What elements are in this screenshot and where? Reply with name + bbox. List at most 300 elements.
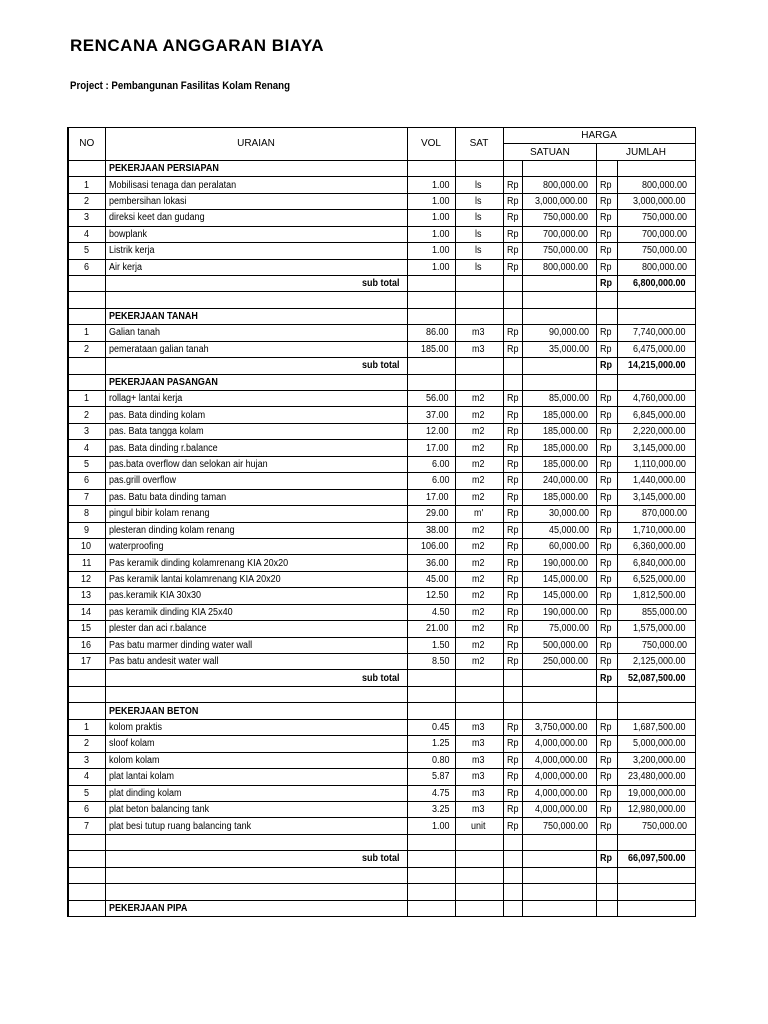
item-sat-text: m3 [472, 771, 485, 783]
item-currency [597, 769, 617, 785]
item-row [68, 210, 695, 226]
item-currency-text: Rp [600, 754, 612, 766]
item-uraian [105, 226, 407, 242]
item-row [68, 259, 695, 275]
item-jumlah [617, 193, 695, 209]
item-sat [455, 769, 503, 785]
item-sat-text: m2 [472, 623, 485, 635]
item-satuan [523, 736, 597, 752]
item-currency [597, 736, 617, 752]
item-currency-text: Rp [506, 656, 519, 668]
item-currency-text: Rp [600, 426, 612, 438]
header-satuan: SATUAN [503, 144, 597, 160]
empty-cell [105, 884, 407, 900]
item-vol [407, 177, 455, 193]
item-satuan [523, 621, 597, 637]
item-vol [407, 407, 455, 423]
item-no-text: 8 [83, 508, 89, 520]
subtotal-currency-text: Rp [600, 278, 613, 290]
item-no-text: 1 [83, 721, 89, 733]
item-satuan [523, 391, 597, 407]
empty-cell [503, 670, 523, 686]
item-currency-text: Rp [600, 179, 612, 191]
item-no [68, 621, 105, 637]
item-no [68, 637, 105, 653]
item-row [68, 818, 695, 834]
item-jumlah [617, 226, 695, 242]
item-satuan [523, 243, 597, 259]
item-jumlah-text: 1,687,500.00 [633, 721, 686, 733]
item-sat-text: m3 [472, 738, 485, 750]
item-no-text: 2 [83, 409, 89, 421]
item-currency [503, 489, 523, 505]
empty-cell [407, 900, 455, 916]
item-sat [455, 210, 503, 226]
item-currency-text: Rp [600, 787, 612, 799]
item-currency-text: Rp [506, 195, 519, 207]
item-vol [407, 473, 455, 489]
item-vol-text: 4.50 [432, 606, 450, 618]
header-sat: SAT [455, 128, 503, 161]
item-satuan [523, 571, 597, 587]
item-satuan [523, 752, 597, 768]
empty-cell [523, 275, 597, 291]
item-currency [597, 654, 617, 670]
item-jumlah [617, 752, 695, 768]
item-currency-text: Rp [506, 475, 519, 487]
item-no [68, 489, 105, 505]
item-jumlah-text: 1,110,000.00 [633, 458, 686, 470]
item-satuan-text: 185,000.00 [543, 426, 589, 438]
empty-cell [455, 308, 503, 324]
item-jumlah-text: 870,000.00 [641, 508, 687, 520]
subtotal-label-text: sub total [361, 853, 400, 865]
item-jumlah-text: 1,812,500.00 [633, 590, 686, 602]
item-no-text: 3 [83, 426, 89, 438]
item-vol [407, 719, 455, 735]
empty-cell [455, 851, 503, 867]
item-currency [597, 522, 617, 538]
empty-cell [407, 670, 455, 686]
item-currency-text: Rp [600, 212, 612, 224]
item-no [68, 226, 105, 242]
item-sat-text: m2 [472, 639, 485, 651]
item-no [68, 555, 105, 571]
item-currency [503, 456, 523, 472]
empty-cell [68, 275, 105, 291]
empty-cell [617, 834, 695, 850]
item-row [68, 752, 695, 768]
item-sat-text: ls [475, 179, 482, 191]
item-vol-text: 5.87 [432, 771, 450, 783]
item-no-text: 17 [81, 656, 92, 668]
item-no [68, 604, 105, 620]
item-currency [503, 637, 523, 653]
empty-cell [455, 867, 503, 883]
item-jumlah [617, 391, 695, 407]
item-uraian [105, 736, 407, 752]
item-vol [407, 621, 455, 637]
item-sat-text: m2 [472, 574, 485, 586]
item-row [68, 423, 695, 439]
item-uraian [105, 818, 407, 834]
item-vol [407, 259, 455, 275]
item-sat [455, 243, 503, 259]
item-satuan-text: 45,000.00 [548, 524, 589, 536]
item-no [68, 456, 105, 472]
item-currency-text: Rp [506, 738, 519, 750]
empty-cell [68, 308, 105, 324]
item-vol [407, 226, 455, 242]
item-jumlah-text: 800,000.00 [641, 179, 687, 191]
item-satuan [523, 177, 597, 193]
item-uraian [105, 604, 407, 620]
item-uraian-text: plester dan aci r.balance [108, 623, 207, 635]
item-currency [503, 571, 523, 587]
item-jumlah-text: 5,000,000.00 [633, 738, 686, 750]
empty-cell [597, 900, 617, 916]
item-sat-text: ls [475, 228, 482, 240]
item-sat-text: m2 [472, 541, 485, 553]
item-currency-text: Rp [600, 623, 612, 635]
item-uraian-text: Pas batu andesit water wall [108, 656, 219, 668]
item-row [68, 736, 695, 752]
item-jumlah [617, 555, 695, 571]
item-currency-text: Rp [506, 212, 519, 224]
item-jumlah [617, 259, 695, 275]
item-jumlah [617, 473, 695, 489]
item-sat-text: m' [473, 508, 484, 520]
item-satuan [523, 769, 597, 785]
item-currency-text: Rp [600, 491, 612, 503]
item-satuan-text: 3,000,000.00 [534, 195, 588, 207]
item-vol [407, 588, 455, 604]
item-sat [455, 423, 503, 439]
item-vol [407, 210, 455, 226]
item-currency [597, 571, 617, 587]
item-no-text: 7 [83, 820, 89, 832]
empty-cell [105, 686, 407, 702]
item-sat-text: m2 [472, 442, 485, 454]
item-satuan-text: 185,000.00 [543, 458, 589, 470]
item-row [68, 341, 695, 357]
item-satuan-text: 800,000.00 [543, 261, 589, 273]
subtotal-currency-text: Rp [600, 360, 613, 372]
empty-cell [68, 292, 105, 308]
item-vol [407, 423, 455, 439]
item-currency [597, 506, 617, 522]
empty-cell [617, 160, 695, 176]
item-jumlah [617, 621, 695, 637]
spacer-row [68, 686, 695, 702]
item-currency-text: Rp [506, 524, 519, 536]
item-no [68, 588, 105, 604]
item-vol-text: 4.75 [432, 787, 450, 799]
empty-cell [503, 374, 523, 390]
item-jumlah [617, 571, 695, 587]
section-title-text: PEKERJAAN BETON [108, 705, 198, 717]
item-sat [455, 473, 503, 489]
empty-cell [523, 851, 597, 867]
item-sat-text: m3 [472, 754, 485, 766]
empty-cell [503, 703, 523, 719]
item-vol [407, 456, 455, 472]
item-uraian-text: plat besi tutup ruang balancing tank [108, 820, 251, 832]
item-satuan [523, 522, 597, 538]
item-sat-text: m2 [472, 475, 485, 487]
item-vol-text: 12.50 [426, 590, 449, 602]
empty-cell [617, 292, 695, 308]
empty-cell [503, 851, 523, 867]
item-satuan-text: 240,000.00 [543, 475, 589, 487]
item-no-text: 4 [83, 771, 89, 783]
item-sat [455, 456, 503, 472]
item-row [68, 538, 695, 554]
empty-cell [407, 686, 455, 702]
empty-cell [68, 884, 105, 900]
item-uraian [105, 571, 407, 587]
item-currency [503, 473, 523, 489]
item-no [68, 440, 105, 456]
item-row [68, 637, 695, 653]
item-no [68, 391, 105, 407]
item-currency [503, 522, 523, 538]
item-vol-text: 1.50 [432, 639, 450, 651]
item-no-text: 10 [81, 541, 92, 553]
item-jumlah [617, 769, 695, 785]
empty-cell [407, 884, 455, 900]
section-title [105, 703, 407, 719]
item-sat [455, 785, 503, 801]
empty-cell [105, 867, 407, 883]
item-satuan-text: 750,000.00 [543, 245, 589, 257]
item-uraian-text: Listrik kerja [108, 245, 155, 257]
item-uraian-text: waterproofing [108, 541, 164, 553]
item-no [68, 506, 105, 522]
item-jumlah [617, 538, 695, 554]
item-currency [597, 210, 617, 226]
empty-cell [523, 900, 597, 916]
item-currency [597, 637, 617, 653]
item-currency [597, 341, 617, 357]
item-row [68, 604, 695, 620]
item-jumlah-text: 800,000.00 [641, 261, 687, 273]
item-satuan-text: 90,000.00 [548, 327, 589, 339]
item-currency [597, 325, 617, 341]
empty-cell [407, 275, 455, 291]
item-row [68, 522, 695, 538]
item-sat-text: m2 [472, 393, 485, 405]
item-currency [597, 391, 617, 407]
item-currency [503, 341, 523, 357]
empty-cell [503, 834, 523, 850]
item-uraian [105, 210, 407, 226]
subtotal-label [105, 358, 407, 374]
subtotal-row [68, 358, 695, 374]
empty-cell [68, 834, 105, 850]
subtotal-value [617, 275, 695, 291]
item-satuan-text: 185,000.00 [543, 409, 589, 421]
item-sat [455, 341, 503, 357]
empty-cell [617, 867, 695, 883]
item-vol [407, 325, 455, 341]
item-row [68, 489, 695, 505]
empty-cell [617, 374, 695, 390]
item-row [68, 719, 695, 735]
item-currency [503, 259, 523, 275]
section-title-row [68, 374, 695, 390]
empty-cell [523, 358, 597, 374]
empty-cell [68, 160, 105, 176]
item-no-text: 5 [83, 458, 89, 470]
item-uraian [105, 341, 407, 357]
empty-cell [597, 884, 617, 900]
item-uraian [105, 769, 407, 785]
item-vol-text: 21.00 [426, 623, 449, 635]
item-satuan-text: 800,000.00 [543, 179, 589, 191]
empty-cell [503, 686, 523, 702]
header-vol: VOL [407, 128, 455, 161]
item-vol-text: 8.50 [432, 656, 450, 668]
subtotal-value-text: 52,087,500.00 [627, 672, 686, 684]
item-jumlah-text: 6,360,000.00 [633, 541, 686, 553]
item-vol [407, 243, 455, 259]
item-uraian-text: pas keramik dinding KIA 25x40 [108, 606, 233, 618]
item-currency [503, 423, 523, 439]
item-currency-text: Rp [600, 409, 612, 421]
item-satuan-text: 30,000.00 [548, 508, 589, 520]
empty-cell [68, 851, 105, 867]
subtotal-row [68, 851, 695, 867]
empty-cell [617, 686, 695, 702]
item-no-text: 7 [83, 491, 89, 503]
item-satuan [523, 555, 597, 571]
item-no-text: 3 [83, 212, 89, 224]
item-row [68, 785, 695, 801]
item-row [68, 177, 695, 193]
item-sat [455, 177, 503, 193]
item-currency-text: Rp [506, 409, 519, 421]
item-satuan [523, 489, 597, 505]
item-jumlah-text: 4,760,000.00 [633, 393, 686, 405]
item-uraian [105, 801, 407, 817]
item-vol-text: 1.00 [432, 820, 450, 832]
item-no [68, 193, 105, 209]
item-vol [407, 391, 455, 407]
item-sat-text: m2 [472, 557, 485, 569]
item-vol-text: 3.25 [432, 804, 450, 816]
item-jumlah [617, 785, 695, 801]
item-currency-text: Rp [506, 787, 519, 799]
item-no-text: 2 [83, 195, 89, 207]
item-jumlah [617, 522, 695, 538]
empty-cell [597, 160, 617, 176]
item-uraian-text: rollag+ lantai kerja [108, 393, 182, 405]
item-jumlah-text: 1,710,000.00 [633, 524, 686, 536]
item-sat-text: m2 [472, 458, 485, 470]
item-currency [503, 752, 523, 768]
item-currency [503, 325, 523, 341]
section-title-text: PEKERJAAN PIPA [108, 902, 187, 914]
item-currency [503, 769, 523, 785]
item-currency-text: Rp [600, 195, 612, 207]
item-currency [503, 193, 523, 209]
empty-cell [455, 292, 503, 308]
item-no-text: 4 [83, 228, 89, 240]
section-title-text: PEKERJAAN PASANGAN [108, 376, 218, 388]
item-currency-text: Rp [506, 179, 519, 191]
item-vol [407, 818, 455, 834]
item-row [68, 473, 695, 489]
item-currency [597, 752, 617, 768]
item-no-text: 16 [81, 639, 92, 651]
item-currency-text: Rp [600, 771, 612, 783]
item-currency [597, 473, 617, 489]
item-satuan [523, 407, 597, 423]
item-uraian [105, 456, 407, 472]
item-sat [455, 522, 503, 538]
item-vol-text: 86.00 [426, 327, 449, 339]
item-vol [407, 801, 455, 817]
item-no-text: 9 [83, 524, 89, 536]
item-no-text: 1 [83, 179, 89, 191]
item-vol [407, 736, 455, 752]
section-title [105, 160, 407, 176]
empty-cell [407, 374, 455, 390]
item-currency-text: Rp [600, 590, 612, 602]
item-jumlah [617, 818, 695, 834]
item-satuan-text: 750,000.00 [543, 820, 589, 832]
subtotal-currency [597, 358, 617, 374]
item-currency-text: Rp [600, 820, 612, 832]
item-no [68, 736, 105, 752]
item-currency [503, 226, 523, 242]
item-jumlah [617, 654, 695, 670]
item-uraian-text: plat dinding kolam [108, 787, 182, 799]
empty-cell [68, 703, 105, 719]
item-uraian [105, 177, 407, 193]
item-satuan [523, 719, 597, 735]
item-uraian [105, 440, 407, 456]
empty-cell [68, 670, 105, 686]
item-jumlah-text: 3,145,000.00 [633, 442, 686, 454]
item-sat-text: ls [475, 212, 482, 224]
item-jumlah [617, 736, 695, 752]
item-satuan-text: 700,000.00 [543, 228, 589, 240]
item-satuan-text: 60,000.00 [548, 541, 589, 553]
item-satuan [523, 801, 597, 817]
project-name: Project : Pembangunan Fasilitas Kolam Renang [70, 80, 290, 92]
item-jumlah-text: 6,845,000.00 [633, 409, 686, 421]
item-vol-text: 29.00 [426, 508, 449, 520]
item-uraian [105, 243, 407, 259]
item-vol [407, 571, 455, 587]
header-harga: HARGA [503, 128, 695, 144]
empty-cell [503, 160, 523, 176]
item-sat [455, 259, 503, 275]
item-jumlah [617, 489, 695, 505]
item-uraian-text: bowplank [108, 228, 147, 240]
item-currency [597, 588, 617, 604]
spacer-row [68, 834, 695, 850]
empty-cell [597, 703, 617, 719]
item-satuan [523, 325, 597, 341]
empty-cell [523, 308, 597, 324]
empty-cell [68, 374, 105, 390]
empty-cell [503, 292, 523, 308]
item-satuan-text: 4,000,000.00 [534, 738, 588, 750]
item-jumlah [617, 423, 695, 439]
